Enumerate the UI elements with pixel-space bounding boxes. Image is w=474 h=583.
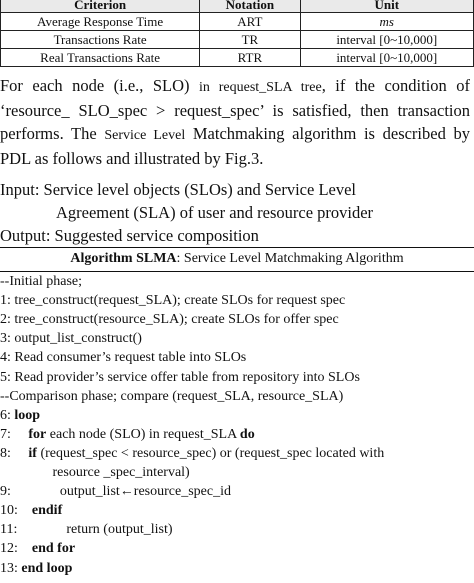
algorithm-line	[0, 311, 339, 329]
line-text: 1: tree_construct(request_SLA); create SLOs for request spec	[0, 293, 346, 309]
paragraph-text-3: , if the condition of ‘resource_ SLO_spec > request_spec’ is satisfied, then transaction performs. The	[0, 76, 470, 143]
paragraph-text-4: Service Level	[104, 128, 186, 143]
line-text: 7:	[0, 426, 29, 442]
line-text: 5: Read provider’s service offer table from repository into SLOs	[0, 369, 360, 385]
keyword: end loop	[21, 560, 73, 576]
line-text: resource _spec_interval)	[0, 465, 190, 480]
algorithm-line	[0, 292, 345, 310]
algorithm-line	[0, 445, 384, 463]
algorithm-line	[0, 540, 75, 558]
paragraph-text-1: For each node (i.e., SLO)	[0, 76, 200, 95]
line-text: --Initial phase;	[0, 274, 83, 289]
algorithm-line	[0, 330, 142, 348]
line-text: --Comparison phase; compare (request_SLA, resource_SLA)	[0, 388, 344, 404]
keyword: loop	[14, 407, 41, 423]
input-line-1: Input: Service level objects (SLOs) and Service Level	[0, 180, 357, 199]
line-text: 9: output_list←resource_spec_id	[0, 484, 231, 500]
algorithm-line	[0, 407, 40, 425]
algorithm-line	[0, 502, 62, 520]
line-text: 8:	[0, 445, 29, 461]
input-line-2: Agreement (SLA) of user and resource provider	[56, 203, 374, 222]
cell-unit: interval [0~10,000]	[300, 49, 473, 67]
cell-criterion: Transactions Rate	[1, 31, 200, 49]
cell-criterion: Real Transactions Rate	[1, 49, 200, 67]
algorithm-title	[0, 249, 474, 269]
algorithm-line	[0, 464, 190, 482]
table-row	[1, 31, 474, 49]
table-row	[1, 49, 474, 67]
keyword: end for	[31, 541, 76, 557]
header-notation: Notation	[200, 0, 300, 13]
algorithm-line	[0, 426, 255, 444]
keyword: for	[28, 426, 47, 442]
algorithm-line	[0, 521, 173, 539]
criteria-table	[0, 0, 474, 67]
line-text: 11: return (output_list)	[0, 522, 173, 538]
line-text: 12:	[0, 541, 32, 557]
line-text: 13:	[0, 560, 22, 576]
header-criterion: Criterion	[1, 0, 200, 13]
algorithm-line	[0, 369, 360, 387]
algorithm-subtitle: : Service Level Matchmaking Algorithm	[176, 251, 404, 266]
algorithm-line	[0, 483, 231, 501]
line-text: 3: output_list_construct()	[0, 331, 142, 347]
line-text: 2: tree_construct(resource_SLA); create SLOs for offer spec	[0, 312, 339, 328]
cell-notation: ART	[200, 13, 300, 31]
algorithm-name: Algorithm SLMA	[70, 251, 177, 266]
output-line: Output: Suggested service composition	[0, 226, 259, 245]
keyword: if	[28, 445, 37, 461]
keyword: do	[239, 426, 255, 442]
algorithm-line	[0, 388, 343, 406]
line-text: (request_spec < resource_spec) or (request_spec located with	[36, 445, 385, 461]
cell-notation: RTR	[200, 49, 300, 67]
line-text: each node (SLO) in request_SLA	[46, 426, 240, 442]
algorithm-header-rule	[0, 271, 474, 272]
cell-unit: ms	[300, 13, 473, 31]
line-text: 6:	[0, 407, 15, 423]
algorithm-line	[0, 273, 82, 291]
table-row	[1, 13, 474, 31]
body-paragraph	[0, 74, 470, 170]
line-text: 4: Read consumer’s request table into SLOs	[0, 350, 247, 366]
keyword: endif	[31, 503, 63, 519]
line-text: 10:	[0, 503, 32, 519]
cell-unit: interval [0~10,000]	[300, 31, 473, 49]
cell-notation: TR	[200, 31, 300, 49]
cell-criterion: Average Response Time	[1, 13, 200, 31]
paragraph-text-5: Matchmaking algorithm is described by PDL as follows and illustrated by Fig.3.	[0, 124, 470, 168]
table-header-row	[1, 0, 474, 13]
algorithm-line	[0, 560, 72, 578]
algorithm-top-rule	[0, 247, 474, 248]
header-unit: Unit	[300, 0, 473, 13]
paragraph-text-2: in request_SLA tree	[199, 80, 322, 95]
algorithm-line	[0, 349, 246, 367]
